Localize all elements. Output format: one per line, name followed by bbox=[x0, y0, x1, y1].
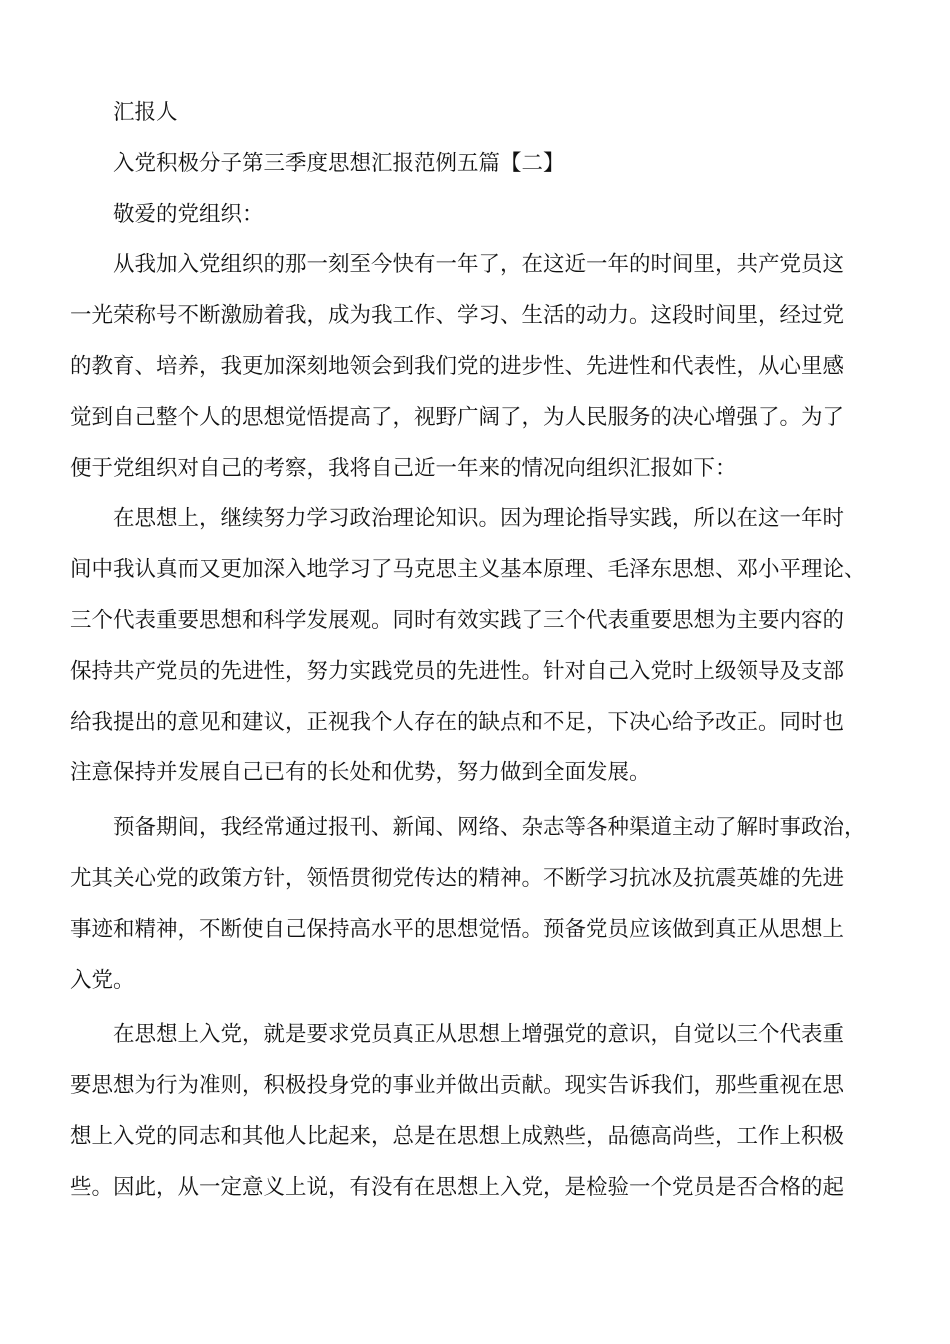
paragraph-line: 在思想上，继续努力学习政治理论知识。因为理论指导实践，所以在这一年时 bbox=[113, 506, 845, 532]
paragraph-line: 的教育、培养，我更加深刻地领会到我们党的进步性、先进性和代表性，从心里感 bbox=[70, 353, 845, 379]
paragraph-line: 想上入党的同志和其他人比起来，总是在思想上成熟些，品德高尚些，工作上积极 bbox=[70, 1123, 845, 1149]
section-title: 入党积极分子第三季度思想汇报范例五篇【二】 bbox=[113, 150, 565, 176]
paragraph-line: 些。因此，从一定意义上说，有没有在思想上入党，是检验一个党员是否合格的起 bbox=[70, 1174, 845, 1200]
paragraph-line: 注意保持并发展自己已有的长处和优势，努力做到全面发展。 bbox=[70, 760, 651, 786]
paragraph-line: 一光荣称号不断激励着我，成为我工作、学习、生活的动力。这段时间里，经过党 bbox=[70, 303, 845, 329]
paragraph-line: 便于党组织对自己的考察，我将自己近一年来的情况向组织汇报如下： bbox=[70, 455, 737, 481]
paragraph-line: 保持共产党员的先进性，努力实践党员的先进性。针对自己入党时上级领导及支部 bbox=[70, 658, 845, 684]
paragraph-line: 给我提出的意见和建议，正视我个人存在的缺点和不足，下决心给予改正。同时也 bbox=[70, 709, 845, 735]
paragraph-line: 间中我认真而又更加深入地学习了马克思主义基本原理、毛泽东思想、邓小平理论、 bbox=[70, 557, 866, 583]
document-body bbox=[70, 88, 882, 1214]
paragraph-line: 觉到自己整个人的思想觉悟提高了，视野广阔了，为人民服务的决心增强了。为了 bbox=[70, 404, 845, 430]
paragraph-line: 三个代表重要思想和科学发展观。同时有效实践了三个代表重要思想为主要内容的 bbox=[70, 607, 845, 633]
paragraph-line: 预备期间，我经常通过报刊、新闻、网络、杂志等各种渠道主动了解时事政治， bbox=[113, 815, 866, 841]
paragraph-line: 尤其关心党的政策方针，领悟贯彻党传达的精神。不断学习抗冰及抗震英雄的先进 bbox=[70, 865, 845, 891]
salutation: 敬爱的党组织： bbox=[113, 201, 264, 227]
reporter-line: 汇报人 bbox=[113, 100, 178, 125]
paragraph-line: 在思想上入党，就是要求党员真正从思想上增强党的意识，自觉以三个代表重 bbox=[113, 1022, 845, 1048]
paragraph-line: 入党。 bbox=[70, 967, 135, 993]
paragraph-line: 要思想为行为准则，积极投身党的事业并做出贡献。现实告诉我们，那些重视在思 bbox=[70, 1073, 845, 1099]
paragraph-line: 事迹和精神，不断使自己保持高水平的思想觉悟。预备党员应该做到真正从思想上 bbox=[70, 916, 845, 942]
paragraph-line: 从我加入党组织的那一刻至今快有一年了，在这近一年的时间里，共产党员这 bbox=[113, 252, 845, 278]
